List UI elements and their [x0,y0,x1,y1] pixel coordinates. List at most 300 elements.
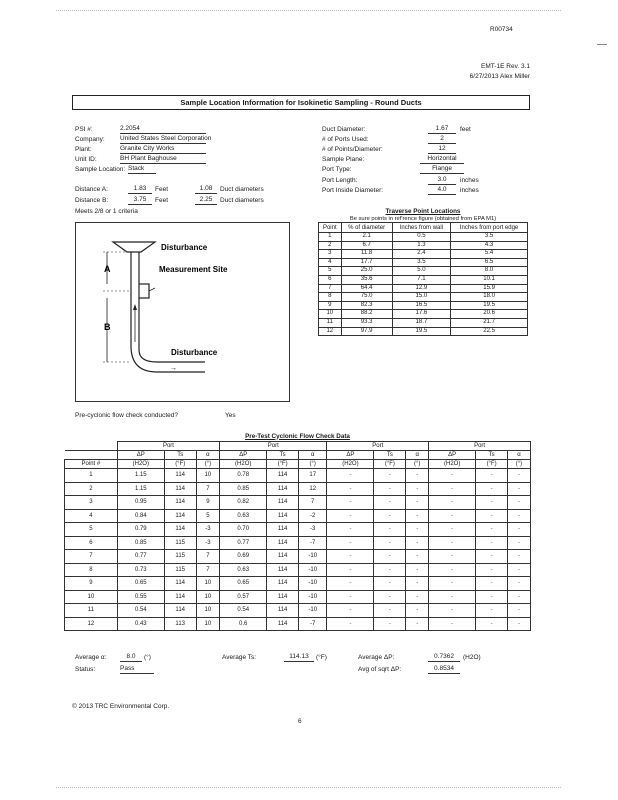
table-cell: 1.15 [117,469,164,483]
field-label: Unit ID: [75,156,97,163]
distance-label: Distance A: [75,186,108,193]
traverse-subtitle: Be sure points in ref'rence figure (obtained from EPA M1) [349,216,497,222]
unit-header: (H2O) [327,460,374,469]
header-cell: Point [319,223,342,233]
table-cell: - [429,509,476,523]
table-cell: 6 [319,275,342,284]
table-cell: 10.1 [451,275,528,284]
table-cell: 0.73 [117,563,164,577]
table-cell: 10 [319,310,342,319]
table-cell: 25.0 [341,267,392,276]
table-row [65,617,531,631]
table-row [319,250,528,259]
unit-header: (°) [406,460,429,469]
table-cell: 114 [164,523,196,537]
avg-sqrt-value: 0.8534 [428,665,460,674]
table-cell: 35.6 [341,275,392,284]
column-header: ΔP [429,451,476,460]
distance-unit: Feet [155,197,169,204]
top-dotted-line [56,10,561,11]
table-cell: 8 [319,293,342,302]
table-cell: - [429,590,476,604]
measurement-site-label: Measurement Site [159,265,228,274]
table-cell: - [327,469,374,483]
table-cell: - [476,577,508,591]
table-cell: - [507,617,530,631]
table-cell: - [327,550,374,564]
table-cell: 7 [196,563,220,577]
table-cell: 88.2 [341,310,392,319]
port-header: Port [117,442,219,451]
field-value: United States Steel Corporation [120,135,212,142]
table-cell: - [374,496,406,510]
sample-port-shape [139,284,149,298]
table-row [65,536,531,550]
table-cell: - [476,482,508,496]
table-cell: 15.9 [451,284,528,293]
table-cell: - [507,563,530,577]
table-cell: - [327,496,374,510]
table-cell: 12.9 [392,284,451,293]
field-value: 2.2054 [120,125,206,134]
cyclonic-flow-table [64,432,531,631]
table-cell: -10 [299,604,327,618]
margin-tick [597,44,607,45]
table-cell: 0.85 [117,536,164,550]
field-value: 4.0 [428,186,456,195]
table-cell: 2 [65,482,118,496]
table-cell: - [327,509,374,523]
table-cell: 114 [267,617,299,631]
table-cell: - [406,469,429,483]
unit-header: (°F) [476,460,508,469]
table-cell: - [406,523,429,537]
table-cell: 0.95 [117,496,164,510]
table-row [65,604,531,618]
table-cell: -10 [299,563,327,577]
table-cell: - [374,469,406,483]
table-cell: 0.79 [117,523,164,537]
status-value: Pass [120,665,154,674]
table-cell: -7 [299,617,327,631]
table-cell: 0.5 [392,233,451,242]
table-row [319,241,528,250]
column-header: α [196,451,220,460]
disturbance-bottom-label: Disturbance [171,348,218,357]
table-row [319,301,528,310]
table-cell: 9 [196,496,220,510]
table-cell: - [374,617,406,631]
copyright: © 2013 TRC Environmental Corp. [72,703,170,710]
distance-diam-unit: Duct diameters [220,197,264,204]
table-cell: 10 [65,590,118,604]
traverse-table [318,222,528,336]
table-cell: 5.4 [451,250,528,259]
table-cell: 114 [267,563,299,577]
unit-header: (°) [299,460,327,469]
table-cell: 2.1 [341,233,392,242]
table-cell: - [507,523,530,537]
table-cell: - [476,550,508,564]
unit-header-row [65,460,531,469]
table-cell: -3 [196,523,220,537]
distance-value: 3.75 [128,196,152,205]
table-cell: - [406,617,429,631]
table-row [319,267,528,276]
table-cell: - [327,563,374,577]
table-cell: 7 [196,482,220,496]
table-cell: 114 [164,604,196,618]
cyclonic-title: Pre-Test Cyclonic Flow Check Data [245,432,350,440]
table-cell: - [374,590,406,604]
table-cell: 10 [196,604,220,618]
table-cell: -10 [299,550,327,564]
table-cell: 7 [319,284,342,293]
table-cell: 4 [65,509,118,523]
table-cell: - [429,523,476,537]
table-cell: 0.77 [117,550,164,564]
distance-label: Distance B: [75,197,109,204]
field-unit: inches [460,187,479,194]
table-cell: 0.6 [220,617,267,631]
table-cell: 4 [319,258,342,267]
table-cell: 8 [65,563,118,577]
field-label: PSI #: [75,126,93,133]
header-cell: Inches from wall [392,223,451,233]
header-cell: Inches from port edge [451,223,528,233]
table-cell: - [374,563,406,577]
table-cell: -7 [299,536,327,550]
field-value: 3.0 [428,176,456,185]
table-cell: - [429,550,476,564]
table-cell: 114 [164,496,196,510]
field-unit: inches [460,177,479,184]
table-cell: - [406,536,429,550]
table-cell: 10 [196,617,220,631]
table-cell: - [374,523,406,537]
table-cell: 0.57 [220,590,267,604]
table-cell: 12 [65,617,118,631]
table-cell: - [429,496,476,510]
table-cell: 113 [164,617,196,631]
table-cell: - [406,577,429,591]
table-cell: 114 [267,482,299,496]
field-label: Sample Location: [75,166,126,173]
table-cell: - [429,577,476,591]
table-cell: - [507,469,530,483]
field-label: Port Length: [322,177,358,184]
table-cell: - [476,509,508,523]
table-cell: 7 [196,550,220,564]
unit-header: (H2O) [429,460,476,469]
table-cell: 114 [164,577,196,591]
table-cell: 0.65 [117,577,164,591]
field-value: Flange [420,165,464,174]
table-cell: - [374,577,406,591]
table-row [319,258,528,267]
table-cell: - [429,563,476,577]
top-disturbance-funnel-shape [113,242,155,252]
field-value: Granite City Works [120,145,206,154]
unit-header: (°F) [374,460,406,469]
column-header: ΔP [220,451,267,460]
precyclonic-label: Pre-cyclonic flow check conducted? [75,412,178,419]
table-row [65,509,531,523]
table-cell: - [429,482,476,496]
table-cell: 114 [267,469,299,483]
table-cell: 19.5 [392,327,451,336]
table-cell: 6.7 [341,241,392,250]
table-cell: 0.77 [220,536,267,550]
table-cell: - [406,604,429,618]
flow-arrowhead [133,304,137,310]
port-leader [149,288,155,291]
table-cell: -3 [196,536,220,550]
disturbance-top-label: Disturbance [161,243,208,252]
table-cell: - [406,496,429,510]
table-cell: 11.8 [341,250,392,259]
table-cell: 114 [164,590,196,604]
table-cell: 7 [299,496,327,510]
table-cell: 10 [196,590,220,604]
table-cell: 5.0 [392,267,451,276]
field-label: # of Ports Used: [322,136,369,143]
table-cell: - [507,496,530,510]
field-label: Port Type: [322,166,352,173]
field-label: # of Points/Diameter: [322,146,383,153]
table-cell: 115 [164,563,196,577]
table-cell: 6 [65,536,118,550]
table-cell: 93.3 [341,318,392,327]
table-cell: 17.7 [341,258,392,267]
table-cell: 0.63 [220,563,267,577]
distance-diam: 2.25 [195,196,217,205]
header-cell: % of diameter [341,223,392,233]
doc-number: R00734 [490,26,513,33]
table-cell: 15.0 [392,293,451,302]
column-header: Ts [476,451,508,460]
table-cell: - [476,590,508,604]
table-cell: - [327,482,374,496]
port-header: Port [220,442,327,451]
table-cell: 114 [164,509,196,523]
avg-alpha-unit: (°) [144,654,151,661]
table-cell: 0.65 [220,577,267,591]
table-cell: 114 [164,482,196,496]
table-cell: - [406,550,429,564]
column-header-row [65,451,531,460]
table-cell: 114 [267,590,299,604]
table-cell: - [476,523,508,537]
field-value: 12 [428,145,456,154]
unit-header: (H2O) [117,460,164,469]
table-cell: - [374,509,406,523]
table-cell: 17 [299,469,327,483]
table-cell: - [327,523,374,537]
unit-header: (°F) [267,460,299,469]
table-cell: 0.69 [220,550,267,564]
distance-value: 1.83 [128,185,152,194]
table-cell: 7.1 [392,275,451,284]
table-cell: 64.4 [341,284,392,293]
table-cell: 21.7 [451,318,528,327]
unit-header: (H2O) [220,460,267,469]
table-cell: - [476,563,508,577]
field-label: Company: [75,136,105,143]
table-cell: - [507,509,530,523]
table-cell: 9 [65,577,118,591]
table-cell: 19.5 [451,301,528,310]
field-unit: feet [460,126,471,133]
table-cell: 97.9 [341,327,392,336]
table-cell: 114 [164,469,196,483]
table-cell: 2 [319,241,342,250]
method-line-1: EMT-1E Rev. 3.1 [480,63,530,70]
table-cell: - [429,604,476,618]
table-row [65,590,531,604]
column-header: ΔP [117,451,164,460]
field-value: 2 [428,135,456,144]
table-cell: 7 [65,550,118,564]
table-cell: 10 [196,577,220,591]
table-row [319,318,528,327]
table-row [65,523,531,537]
column-header: ΔP [327,451,374,460]
field-value: Stack [128,165,156,174]
table-cell: 18.7 [392,318,451,327]
distance-diam-unit: Duct diameters [220,186,264,193]
page-number: 6 [298,718,302,725]
distance-unit: Feet [155,186,169,193]
table-cell: -10 [299,577,327,591]
table-cell: - [476,604,508,618]
table-cell: 114 [267,509,299,523]
table-cell: 2.4 [392,250,451,259]
table-cell: 3 [319,250,342,259]
field-value: Horizontal [420,155,464,164]
traverse-title: Traverse Point Locations [385,208,461,215]
table-cell: -10 [299,590,327,604]
table-cell: 115 [164,536,196,550]
avg-dp-label: Average ΔP: [358,654,395,661]
table-cell: 115 [164,550,196,564]
table-cell: 8.0 [451,267,528,276]
table-cell: - [327,617,374,631]
avg-ts-unit: (°F) [316,654,327,661]
table-cell: 9 [319,301,342,310]
table-cell: 114 [267,523,299,537]
table-cell: - [327,577,374,591]
column-header: α [507,451,530,460]
method-line-2: 6/27/2013 Alex Miller [469,73,530,80]
table-cell: 1 [319,233,342,242]
field-label: Port Inside Diameter: [322,187,384,194]
table-cell: 18.0 [451,293,528,302]
table-cell: 0.54 [220,604,267,618]
avg-alpha-value: 8.0 [120,653,142,662]
table-cell: 0.54 [117,604,164,618]
table-row [319,284,528,293]
column-header: Ts [374,451,406,460]
table-cell: 5 [65,523,118,537]
table-cell: 114 [267,550,299,564]
avg-dp-unit: (H2O) [463,654,481,661]
table-cell: - [476,617,508,631]
table-cell: 11 [65,604,118,618]
table-row [65,469,531,483]
table-cell: 0.43 [117,617,164,631]
table-cell: - [374,550,406,564]
table-row [319,233,528,242]
table-row [65,496,531,510]
field-label: Plant: [75,146,92,153]
table-cell: 114 [267,604,299,618]
table-cell: - [476,536,508,550]
avg-sqrt-label: Avg of sqrt ΔP: [358,666,402,673]
table-cell: 5 [319,267,342,276]
port-header: Port [429,442,531,451]
table-cell: - [327,604,374,618]
table-cell: 16.5 [392,301,451,310]
table-row [65,482,531,496]
table-cell: 12 [319,327,342,336]
table-cell: 3 [65,496,118,510]
table-cell: - [429,617,476,631]
table-cell: - [406,509,429,523]
table-cell: 0.85 [220,482,267,496]
point-header: Point # [65,460,118,469]
table-cell: - [429,469,476,483]
table-cell: 0.55 [117,590,164,604]
label-a: A [104,264,111,274]
table-cell: 11 [319,318,342,327]
table-cell: 82.3 [341,301,392,310]
table-cell: 0.70 [220,523,267,537]
table-cell: 1.15 [117,482,164,496]
precyclonic-value: Yes [225,412,236,419]
table-row [319,310,528,319]
table-cell: 5 [196,509,220,523]
table-cell: - [507,590,530,604]
table-cell: - [327,536,374,550]
table-cell: - [406,590,429,604]
table-cell: - [507,577,530,591]
port-header: Port [327,442,429,451]
table-cell: - [374,536,406,550]
column-header: Ts [164,451,196,460]
table-cell: - [476,469,508,483]
table-cell: 20.6 [451,310,528,319]
label-b: B [104,322,111,332]
field-value: BH Plant Baghouse [120,155,206,164]
avg-alpha-label: Average α: [75,654,107,661]
table-cell: 0.82 [220,496,267,510]
table-cell: -3 [299,523,327,537]
table-cell: 114 [267,496,299,510]
table-cell: - [406,482,429,496]
meets-criteria-note: Meets 2/8 or 1 criteria [75,208,138,215]
table-cell: 4.3 [451,241,528,250]
table-cell: 114 [267,536,299,550]
table-row [319,293,528,302]
table-cell: 75.0 [341,293,392,302]
table-cell: 114 [267,577,299,591]
duct-diagram [75,222,290,402]
unit-header: (°) [196,460,220,469]
table-cell: - [507,550,530,564]
field-value: 1.67 [428,125,456,134]
table-cell: - [507,482,530,496]
